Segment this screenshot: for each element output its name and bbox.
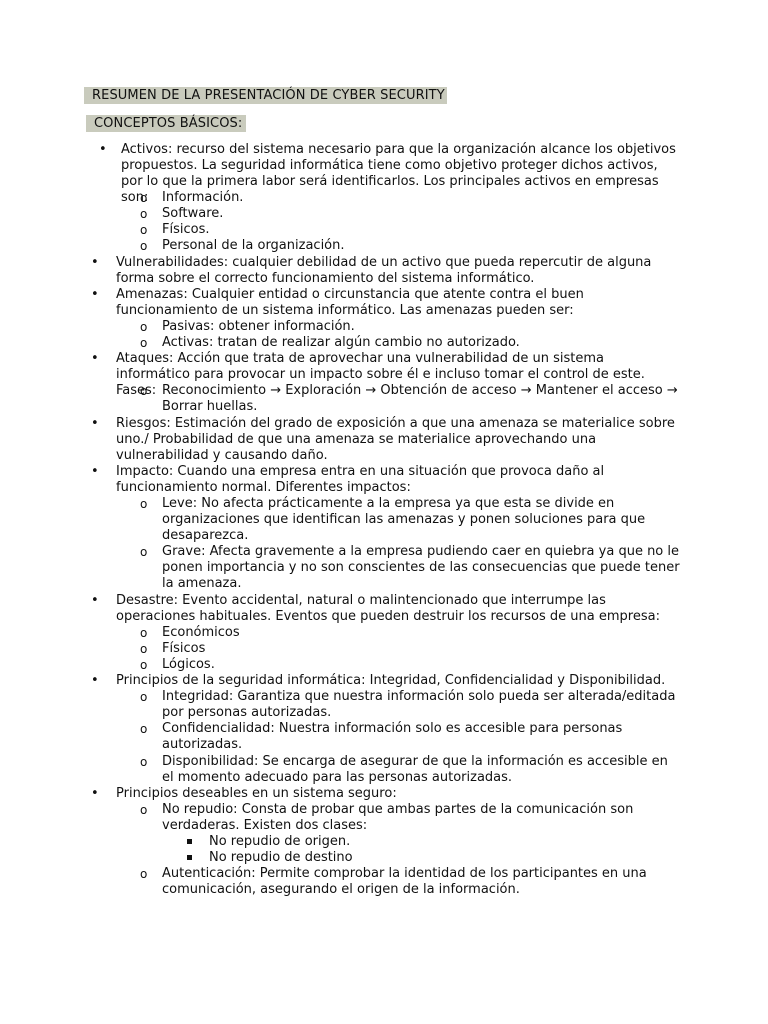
sub-item: o Leve: No afecta prácticamente a la empresa ya que esta se divide en organizaciones que identifican las amenazas y ponen soluciones para que desaparezca. xyxy=(162,496,682,544)
list-item-activos: • Activos: recurso del sistema necesario para que la organización alcance los objetivos propuestos. La seguridad informática tiene como objetivo proteger dichos activos, por lo que la primera labor será identificarlos. Los principales activos en empresas son: xyxy=(121,142,683,206)
list-item-desastre: • Desastre: Evento accidental, natural o malintencionado que interrumpe las operaciones habituales. Eventos que pueden destruir los recursos de una empresa: xyxy=(116,593,682,625)
sub-item: o Pasivas: obtener información. xyxy=(162,319,682,335)
sub-sub-item: No repudio de origen. xyxy=(209,834,679,850)
sub-item: o Económicos xyxy=(162,625,682,641)
list-item-riesgos: • Riesgos: Estimación del grado de exposición a que una amenaza se materialice sobre uno./ Probabilidad de que una amenaza se materialice aprovechando una vulnerabilidad y causando daño. xyxy=(116,416,682,464)
section-heading: CONCEPTOS BÁSICOS: xyxy=(86,115,246,132)
sub-item: o Físicos xyxy=(162,641,682,657)
sub-item: o Información. xyxy=(162,190,682,206)
sub-item: o Grave: Afecta gravemente a la empresa pudiendo caer en quiebra ya que no le ponen importancia y no son conscientes de las consecuencias que puede tener la amenaza. xyxy=(162,544,682,592)
document-title: RESUMEN DE LA PRESENTACIÓN DE CYBER SECURITY xyxy=(84,87,447,104)
sub-item: o Integridad: Garantiza que nuestra información solo pueda ser alterada/editada por personas autorizadas. xyxy=(162,689,682,721)
sub-item: o Lógicos. xyxy=(162,657,682,673)
list-item-impacto: • Impacto: Cuando una empresa entra en una situación que provoca daño al funcionamiento normal. Diferentes impactos: xyxy=(116,464,682,496)
list-item-deseables: • Principios deseables en un sistema seguro: xyxy=(116,786,682,802)
list-item-ataques: • Ataques: Acción que trata de aprovechar una vulnerabilidad de un sistema informático para provocar un impacto sobre él e incluso tomar el control de este. Fases: xyxy=(116,351,682,399)
sub-item: o Reconocimiento → Exploración → Obtención de acceso → Mantener el acceso → Borrar huellas. xyxy=(162,383,682,415)
sub-item: o Activas: tratan de realizar algún cambio no autorizado. xyxy=(162,335,682,351)
sub-item: o Personal de la organización. xyxy=(162,238,682,254)
sub-item: o Disponibilidad: Se encarga de asegurar de que la información es accesible en el momento adecuado para las personas autorizadas. xyxy=(162,754,682,786)
list-item-amenazas: • Amenazas: Cualquier entidad o circunstancia que atente contra el buen funcionamiento de un sistema informático. Las amenazas pueden ser: xyxy=(116,287,682,319)
sub-item: o Físicos. xyxy=(162,222,682,238)
sub-item: o Software. xyxy=(162,206,682,222)
list-item-vulnerabilidades: • Vulnerabilidades: cualquier debilidad de un activo que pueda repercutir de alguna forma sobre el correcto funcionamiento del sistema informático. xyxy=(116,255,682,287)
list-item-principios: • Principios de la seguridad informática: Integridad, Confidencialidad y Disponibilidad. xyxy=(116,673,682,689)
sub-item: o Autenticación: Permite comprobar la identidad de los participantes en una comunicación, asegurando el origen de la información. xyxy=(162,866,682,898)
sub-sub-item: No repudio de destino xyxy=(209,850,679,866)
sub-item: o No repudio: Consta de probar que ambas partes de la comunicación son verdaderas. Existen dos clases: xyxy=(162,802,682,834)
sub-item: o Confidencialidad: Nuestra información solo es accesible para personas autorizadas. xyxy=(162,721,682,753)
